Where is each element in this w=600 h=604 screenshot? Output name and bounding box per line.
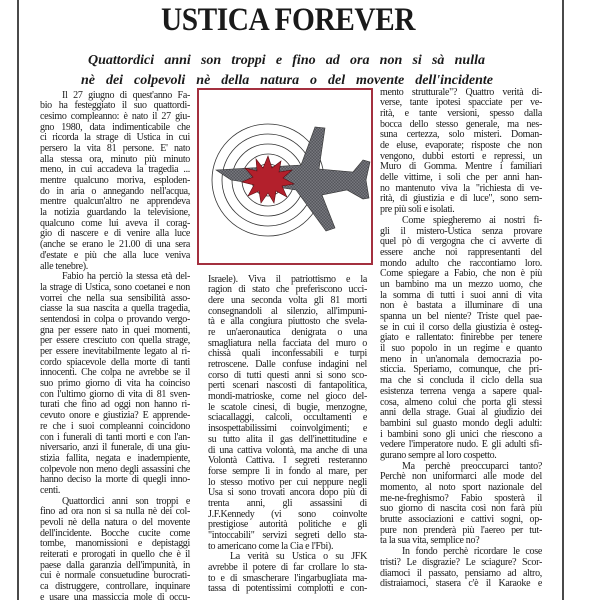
text-line: me-ne-freghismo? Fabio sposterà il xyxy=(380,492,542,504)
text-line: forse sempre lì in fondo al mare, per xyxy=(208,465,367,477)
text-line: fino ad ora non si sa nulla nè dei col- xyxy=(40,506,190,518)
text-line: ma che si concluda il ciclo della sua xyxy=(380,375,542,387)
text-line: mentre qualcuno moriva, esploden- xyxy=(40,175,190,186)
text-line: la somma di tutti i suoi anni di vita xyxy=(380,289,542,301)
text-line: cevuto onore e giustizia? E apprende- xyxy=(40,410,190,422)
text-line: gurano sempre al loro cospetto. xyxy=(380,449,497,461)
text-line: mondi-matrioske, come nel gioco del- xyxy=(208,391,367,403)
article-column-left xyxy=(40,91,190,604)
text-line: quel pò di vergogna che ci avverte di xyxy=(380,236,542,248)
text-line: cui è normale consuetudine burocrati- xyxy=(40,570,190,582)
page-border-left xyxy=(17,0,19,600)
article-paragraph xyxy=(208,275,367,553)
text-line: J.F.Kennedy (vi sono coinvolte xyxy=(208,508,367,520)
text-line: gio di nascere e di venire alla luce xyxy=(40,228,190,240)
text-line: vorrei che nella sua sensibilità asso- xyxy=(40,292,190,304)
text-line: tassa di potentissimi complotti e con- xyxy=(208,583,367,595)
text-line: gna per essere nato in quei momenti, xyxy=(40,324,190,336)
article-paragraph xyxy=(380,216,542,462)
text-line: ca distruggere, controllare, inquinare xyxy=(40,581,190,593)
text-line: verse, tante ipotesi spacciate per ve- xyxy=(380,97,542,109)
text-line: meno, in cui accadeva la tragedia ... xyxy=(40,164,190,176)
text-line: (anche se erano le 21.00 di una sera xyxy=(40,239,190,251)
text-line: mondo adulto che raccontiamo loro. xyxy=(380,257,542,269)
text-line: Come spiegheremo ai nostri fi- xyxy=(402,214,542,226)
text-line: "intoccabili" servizi segreti dello sta- xyxy=(208,530,367,541)
text-line: to americano come la Cia e l'Fbi). xyxy=(208,540,334,552)
article-paragraph xyxy=(40,497,190,604)
text-line: cesimo compleanno: è nato il 27 giu- xyxy=(40,110,190,122)
text-line: La verità su Ustica o su JFK xyxy=(230,551,367,563)
text-line: le scatole cinesi, di bugie, menzogne, xyxy=(208,401,367,413)
text-line: ciasse la sua nascita a quella tragedia, xyxy=(40,303,190,315)
text-line: d'estate e più che alla luce veniva xyxy=(40,249,190,261)
text-line: hanno deciso la morte di quegli inno- xyxy=(40,474,190,486)
text-line: corso di tutti questi anni si sono sco- xyxy=(208,369,367,381)
text-line: suo giorno di nascita così non farà più xyxy=(380,503,542,515)
text-line: bocca dello stesso generale, ma nes- xyxy=(380,118,542,130)
article-paragraph xyxy=(208,552,367,595)
text-line: Come spiegare a Fabio, che non è più xyxy=(380,268,542,280)
article-illustration xyxy=(197,88,373,265)
text-line: Ma perchè preoccuparci tanto? xyxy=(402,460,542,472)
text-line: vengono, dubbi estorti e repressi, un xyxy=(380,150,542,162)
text-line: suna certezza, solo misteri. Doman- xyxy=(380,129,542,141)
text-line: colpevole non meno degli assassini che xyxy=(40,463,190,475)
text-line: niversario, anzi il funerale, di una giu- xyxy=(40,442,190,454)
text-line: non è bastata a illuminare di una xyxy=(380,300,542,312)
text-line: bambini sul guasto mondo degli adulti: xyxy=(380,417,542,429)
text-line: consegnandoli al silenzio, all'impuni- xyxy=(208,305,367,317)
text-line: meno in un'anomala democrazia po- xyxy=(380,353,542,365)
text-line: i bambini sono gli unici che riescono a xyxy=(380,428,542,440)
text-line: In fondo perchè ricordare le cose xyxy=(402,546,542,558)
text-line: perti scenari nascosti di fantapolitica, xyxy=(208,380,367,392)
text-line: mentre qualcun'altro ne apprendeva xyxy=(40,196,190,208)
text-line: ta la sua vita, semplice no? xyxy=(380,535,480,547)
text-line: anni della strage. Guai al giudizio dei xyxy=(380,407,542,419)
text-line: persero la vita 81 persone. E' nato xyxy=(40,142,190,154)
text-line: lo stesso motivo per cui neppure negli xyxy=(208,476,367,488)
text-line: brutte associazioni e cattivi sogni, op- xyxy=(380,514,542,526)
article-column-right xyxy=(380,88,542,590)
text-line: rità, di giustizia e di luce", sono sem- xyxy=(380,193,542,205)
text-line: paese dalla garanzia dell'impunità, in xyxy=(40,559,190,571)
article-paragraph xyxy=(40,272,190,496)
text-line: tristi? Le disgrazie? Le sciagure? Scor- xyxy=(380,556,542,568)
text-line: trenta anni, gli assassini di xyxy=(208,497,367,509)
text-line: innocenti. Che colpa ne avrebbe se il xyxy=(40,367,190,379)
article-subtitle-line: Quattordici anni son troppi e fino ad ora non si sà nulla xyxy=(88,53,485,68)
text-line: qualcuno come lui aveva il corag- xyxy=(40,217,190,229)
text-line: rità, e tante versioni, spesso dalla xyxy=(380,107,542,119)
text-line: bio ha festeggiato il suo quattordi- xyxy=(40,100,190,112)
text-line: Perchè non uniformarci alle mode del xyxy=(380,471,542,483)
text-line: re un'aeronautica denigrata o una xyxy=(208,326,367,338)
text-line: sentendosi in colpa o provando vergo- xyxy=(40,313,190,325)
article-paragraph xyxy=(380,462,542,548)
text-line: su tutto alita il gas dell'inettitudine e xyxy=(208,433,367,445)
text-line: gno 1980, data indimenticabile che xyxy=(40,121,190,133)
page-border-right xyxy=(562,0,564,600)
text-line: no mantenuto viva la "richiesta di ve- xyxy=(380,182,542,194)
text-line: spanna un bel niente? Triste quel pae- xyxy=(380,311,542,323)
text-line: gli il mistero-Ustica senza provare xyxy=(380,225,542,237)
text-line: se in cui il corso della giustizia è osteg- xyxy=(380,321,542,333)
text-line: ci ricorda la strage di Ustica in cui xyxy=(40,132,190,144)
text-line: diamoci il passato, pensiamo ad altro, xyxy=(380,567,542,579)
text-line: mento strutturale"? Quattro verità di- xyxy=(380,86,542,98)
text-line: esistenza terrena venga a sapere qual- xyxy=(380,385,542,397)
text-line: reiterati e prorogati in quello che è il xyxy=(40,549,190,561)
text-line: momento, al noto sport nazionale del xyxy=(380,482,542,494)
text-line: chissà quali inconfessabili e turpi xyxy=(208,348,367,360)
text-line: centi. xyxy=(40,484,61,496)
text-line: to e di smascherare l'ingarbugliata ma- xyxy=(208,572,367,584)
text-line: re che i suoi compleanni coincidono xyxy=(40,420,190,432)
text-line: con i funerali di tanti morti e con l'an- xyxy=(40,431,190,443)
text-line: smagliatura nella facciata del muro o xyxy=(208,337,367,349)
text-line: stizia fallita, negata e inadempiente, xyxy=(40,452,190,464)
text-line: Fabio ha perciò la stessa età del- xyxy=(62,271,190,283)
text-line: turati che fino ad oggi non hanno ri- xyxy=(40,399,190,411)
text-line: Israele). Viva il patriottismo e la xyxy=(208,273,367,285)
text-line: di una cattiva volontà, ma anche di una xyxy=(208,444,367,456)
article-paragraph xyxy=(380,88,542,216)
text-line: il suo popolo in un regime e quanto xyxy=(380,343,542,355)
text-line: do in aria o annegando nell'acqua, xyxy=(40,185,190,197)
text-line: sciacallaggi, calcoli, occultamenti e xyxy=(208,412,367,424)
text-line: per essere inevitabilmente legato al ri- xyxy=(40,346,190,357)
text-line: la strage di Ustica, sono coetanei e non xyxy=(40,281,190,293)
text-line: tombe, manomissioni e depistaggi xyxy=(40,538,190,550)
text-line: retroscene. Dalle confuse indagini nel xyxy=(208,359,367,370)
text-line: insospettabilissimi coinvolgimenti; e xyxy=(208,423,367,435)
text-line: Usa si sono trovati ancora dopo più di xyxy=(208,487,367,499)
text-line: distraiamoci, stasera c'è il Karaoke e xyxy=(380,578,542,590)
text-line: avrebbe il potere di far crollare lo sta- xyxy=(208,562,367,574)
text-line: pevoli nè della natura o del movente xyxy=(40,517,190,528)
text-line: Volontà Cattiva. I segreti resteranno xyxy=(208,455,367,467)
text-line: sticcia. Speriamo, comunque, che pri- xyxy=(380,364,542,376)
text-line: per essere cresciuto con quella strage, xyxy=(40,335,190,347)
text-line: dere una seconda volta gli 81 morti xyxy=(208,294,367,306)
text-line: de eluse, evaporate; risposte che non xyxy=(380,140,542,152)
article-paragraph xyxy=(40,91,190,273)
text-line: suo primo giorno di vita ha coinciso xyxy=(40,378,190,390)
text-line: Quattordici anni son troppi e xyxy=(62,495,190,507)
text-line: cosa, almeno colui che porta gli stessi xyxy=(380,396,542,408)
text-line: cordo spiacevole della morte di tanti xyxy=(40,356,190,368)
article-title: USTICA FOREVER xyxy=(160,2,416,38)
text-line: pre più soli e isolati. xyxy=(380,204,455,216)
text-line: pure non prenderà più l'aereo per tut- xyxy=(380,524,542,536)
text-line: un bambino ma un mezzo uomo, che xyxy=(380,278,542,290)
text-line: essere anche noi rappresentanti del xyxy=(380,246,542,258)
text-line: Il 27 giugno di quest'anno Fa- xyxy=(62,89,190,101)
text-line: ragion di stato che preferiscono ucci- xyxy=(208,284,367,296)
text-line: alle tenebre). xyxy=(40,260,88,272)
text-line: tà e alla congiura piuttosto che svela- xyxy=(208,316,367,328)
text-line: giato e rallentato: finirebbe per tenere xyxy=(380,332,542,344)
text-line: Muro di Gomma. Mentre i familiari xyxy=(380,161,542,173)
text-line: con l'ultimo giorno di vita di 81 sven- xyxy=(40,388,190,400)
text-line: alla stessa ora, minuto più minuto xyxy=(40,153,190,165)
article-paragraph xyxy=(380,547,542,590)
text-line: delle vittime, i soli che per anni han- xyxy=(380,172,542,184)
text-line: dell'incidente. Bocche cucite come xyxy=(40,527,190,539)
text-line: prestigiose autorità politiche e gli xyxy=(208,519,367,531)
text-line: e usare una massiccia mole di occu- xyxy=(40,591,190,603)
text-line: la notizia guardando la televisione, xyxy=(40,207,190,219)
text-line: vedere l'imperatore nudo. E gli adulti sfi- xyxy=(380,439,542,451)
article-subtitle-line: nè dei colpevoli nè della natura o del movente dell'incidente xyxy=(81,73,493,88)
plane-target-explosion-icon xyxy=(199,90,371,263)
article-column-middle xyxy=(208,275,367,596)
